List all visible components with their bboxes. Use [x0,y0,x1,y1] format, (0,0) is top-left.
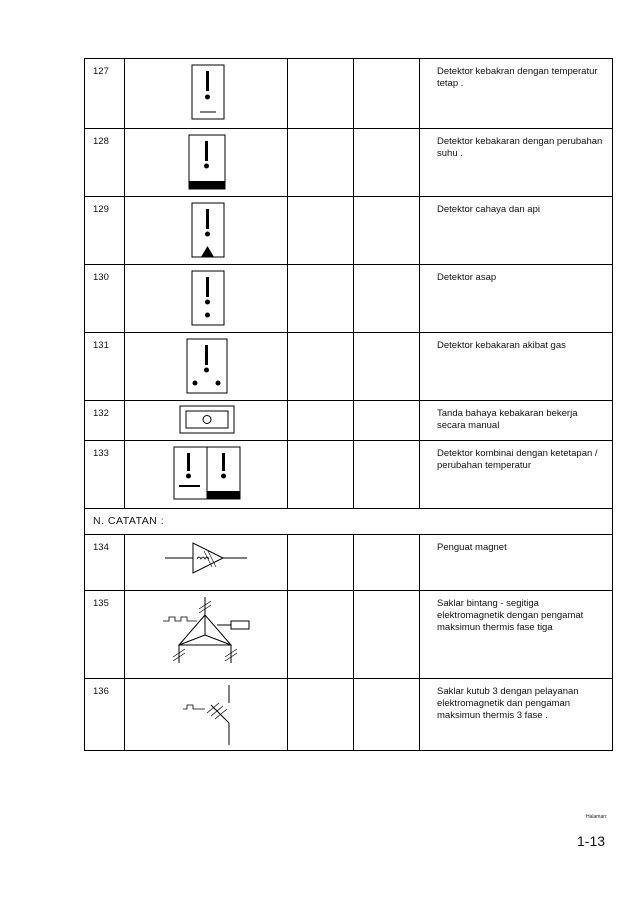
row-number: 132 [85,401,125,441]
row-number: 129 [85,197,125,265]
table-row [85,59,613,129]
row-number: 130 [85,265,125,333]
table-row [85,535,613,591]
row-number: 136 [85,679,125,751]
row-description: Tanda bahaya kebakaran bekerja secara manual [420,401,613,441]
fixed-temperature-detector-icon [125,59,288,127]
magnetic-amplifier-icon [125,535,288,589]
smoke-detector-icon [125,265,288,331]
row-number: 127 [85,59,125,129]
row-description: Detektor kebakaran dengan perubahan suhu . [420,129,613,197]
table-row [85,591,613,679]
footer-label: Halaman: [586,814,608,820]
table-row [85,265,613,333]
row-description: Saklar bintang - segitiga elektromagnetik dengan pengamat maksimun thermis fase tiga [420,591,613,679]
combination-detector-icon [125,441,288,507]
section-heading: N. CATATAN : [85,509,613,535]
table-row [85,679,613,751]
manual-fire-alarm-icon [125,401,288,439]
row-number: 134 [85,535,125,591]
rate-of-rise-detector-icon [125,129,288,195]
table-row [85,333,613,401]
table-row [85,441,613,509]
symbol-table [84,58,613,751]
row-description: Penguat magnet [420,535,613,591]
row-number: 131 [85,333,125,401]
row-description: Saklar kutub 3 dengan pelayanan elektromagnetik dan pengaman maksimun thermis 3 fase . [420,679,613,751]
table-row [85,129,613,197]
row-description: Detektor kombinai dengan ketetapan / perubahan temperatur [420,441,613,509]
row-description: Detektor cahaya dan api [420,197,613,265]
three-pole-switch-icon [125,679,288,749]
row-number: 128 [85,129,125,197]
gas-fire-detector-icon [125,333,288,399]
row-description: Detektor kebakran dengan temperatur tetap . [420,59,613,129]
table-row [85,509,613,535]
table-row [85,401,613,441]
table-row [85,197,613,265]
flame-light-detector-icon [125,197,288,263]
page-number: 1-13 [577,833,606,849]
row-number: 133 [85,441,125,509]
row-number: 135 [85,591,125,679]
star-delta-switch-icon [125,591,288,677]
row-description: Detektor asap [420,265,613,333]
row-description: Detektor kebakaran akibat gas [420,333,613,401]
